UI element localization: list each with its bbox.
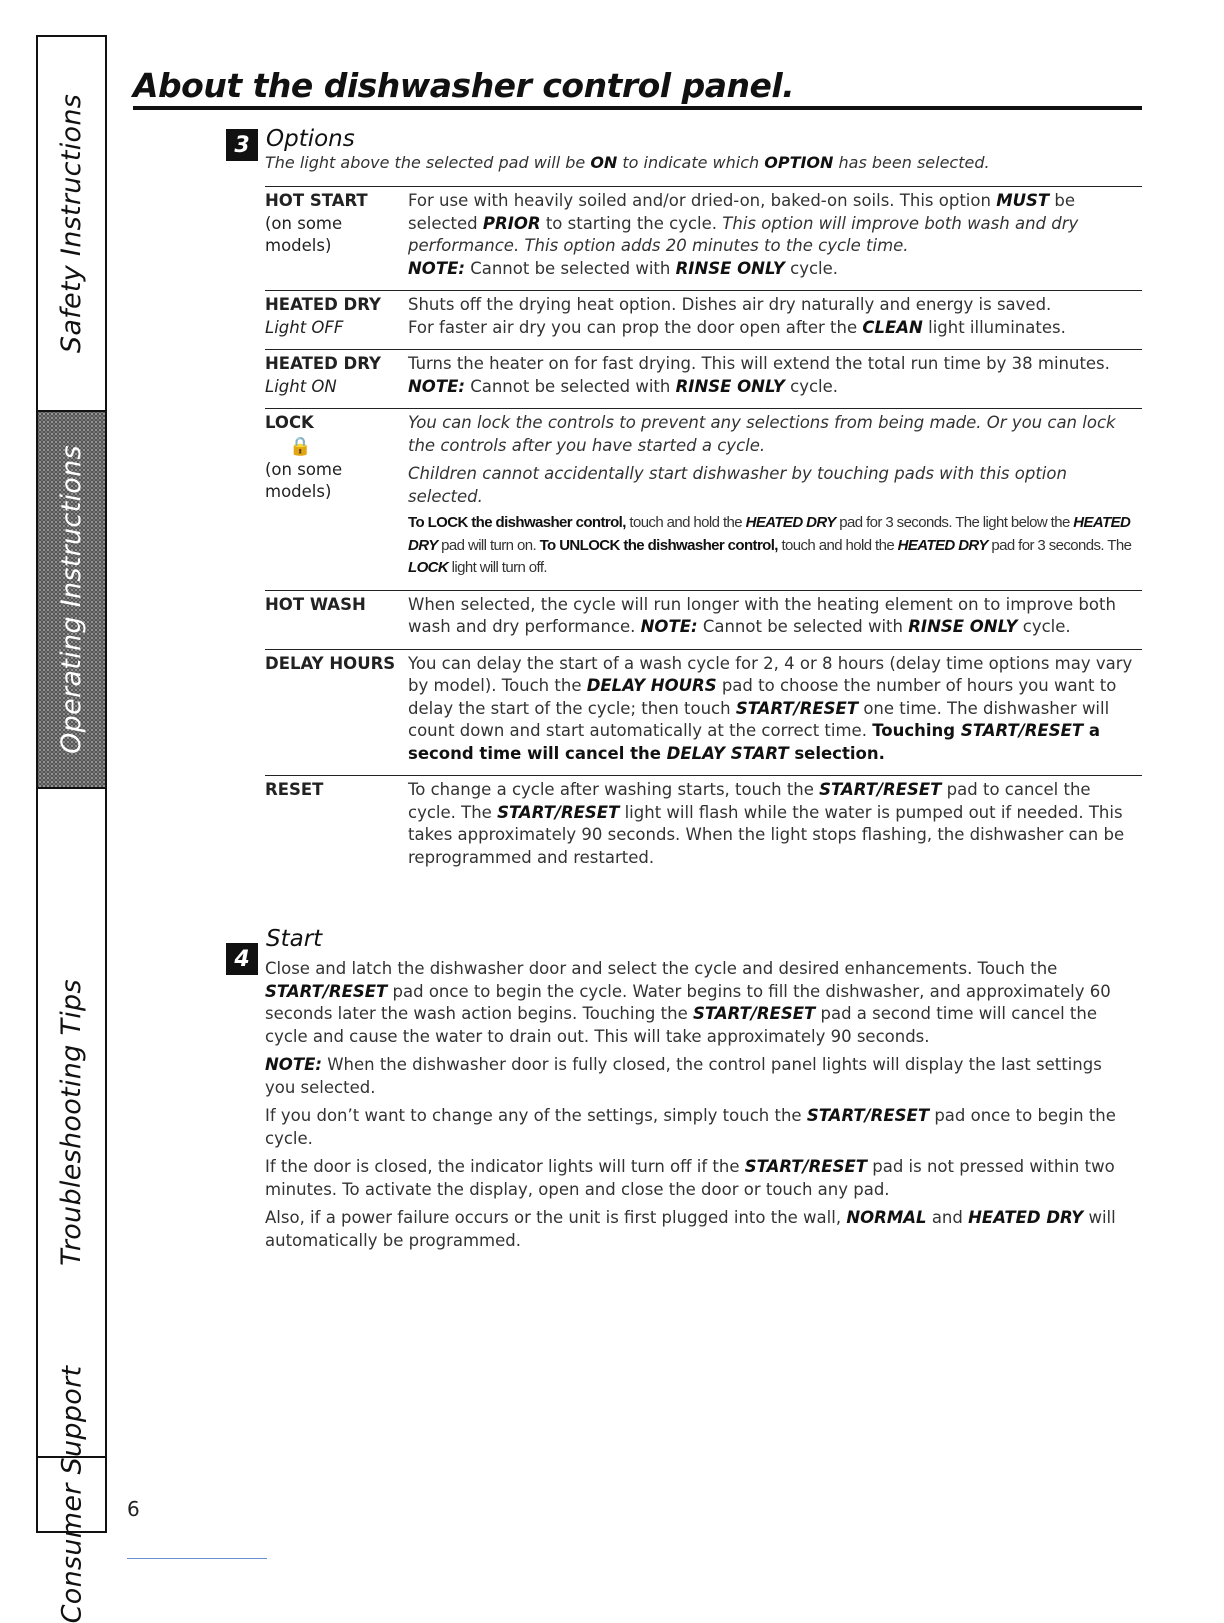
options-table: [265, 186, 1142, 879]
option-term: DELAY HOURS: [265, 653, 396, 673]
option-description: To change a cycle after washing starts, touch the START/RESET pad to cancel the cycle. The START/RESET light will flash while the water is pumped out if needed. This takes approximately 90 seconds. When the light stops flashing, the dishwasher can be reprogrammed and restarted.: [408, 780, 1125, 867]
option-description: You can delay the start of a wash cycle for 2, 4 or 8 hours (delay time options may vary by model). Touch the DELAY HOURS pad to choose the number of hours you want to delay the start of the cycle; then touch START/RESET one time. The dishwasher will count down and start automatically at the correct time. Touching START/RESET a second time will cancel the DELAY START selection.: [408, 653, 1133, 763]
option-row-reset: [265, 775, 1142, 879]
option-row-heated-dry-off: [265, 290, 1142, 349]
option-description: For use with heavily soiled and/or dried-on, baked-on soils. This option MUST be selected PRIOR to starting the cycle. This option will improve both wash and dry performance. This option adds 20 minutes to the cycle time. NOTE: Cannot be selected with RINSE ONLY cycle.: [408, 191, 1079, 278]
options-intro: The light above the selected pad will be ON to indicate which OPTION has been selected.: [265, 153, 990, 172]
section-title-options: Options: [266, 126, 355, 152]
tab-safety-instructions[interactable]: [38, 37, 105, 412]
page-number: 6: [127, 1497, 140, 1521]
option-term: HEATED DRY Light OFF: [265, 295, 381, 337]
section-title-start: Start: [266, 926, 323, 952]
tab-consumer-support[interactable]: [38, 1365, 105, 1623]
title-divider: [133, 106, 1142, 110]
tab-label: Safety Instructions: [56, 93, 88, 354]
tab-troubleshooting-tips[interactable]: [38, 789, 105, 1458]
option-term: RESET: [265, 780, 324, 799]
option-row-lock: [265, 408, 1142, 590]
lock-icon: 🔒: [289, 435, 312, 457]
tab-label: Consumer Support: [56, 1365, 88, 1623]
start-section-body: Close and latch the dishwasher door and select the cycle and desired enhancements. Touch the START/RESET pad once to begin the cycle. Water begins to fill the dishwasher, and approximately 60 seconds later the wash action begins. Touching the START/RESET pad a second time will cancel the cycle and cause the water to drain out. This will take approximately 90 seconds. NOTE: When the dishwasher door is fully closed, the control panel lights will display the last settings you selected. If you don’t want to change any of the settings, simply touch the START/RESET pad once to begin the cycle. If the door is closed, the indicator lights will turn off if the START/RESET pad is not pressed within two minutes. To activate the display, open and close the door or touch any pad. Also, if a power failure occurs or the unit is first plugged into the wall, NORMAL and HEATED DRY will automatically be programmed.: [265, 959, 1116, 1250]
option-term: HOT WASH: [265, 594, 366, 614]
option-row-delay-hours: [265, 649, 1142, 776]
option-row-heated-dry-on: [265, 349, 1142, 408]
footer-divider: [127, 1558, 267, 1559]
option-description: Shuts off the drying heat option. Dishes air dry naturally and energy is saved. For faster air dry you can prop the door open after the CLEAN light illuminates.: [408, 295, 1066, 337]
page-title: About the dishwasher control panel.: [133, 66, 795, 105]
tab-label: Operating Instructions: [56, 445, 87, 754]
option-term: HOT START (on some models): [265, 191, 368, 255]
option-row-hot-wash: [265, 590, 1142, 649]
option-description: Turns the heater on for fast drying. This will extend the total run time by 38 minutes. NOTE: Cannot be selected with RINSE ONLY cycle.: [408, 354, 1110, 396]
tab-label: Troubleshooting Tips: [56, 979, 87, 1266]
option-term: LOCK 🔒 (on some models): [265, 412, 408, 580]
sidebar-tabs: [36, 35, 107, 1623]
section-number-badge: 4: [226, 943, 258, 975]
option-row-hot-start: [265, 186, 1142, 290]
option-description: When selected, the cycle will run longer with the heating element on to improve both wash and dry performance. NOTE: Cannot be selected with RINSE ONLY cycle.: [408, 594, 1116, 636]
tab-operating-instructions[interactable]: [38, 412, 105, 789]
option-term: HEATED DRY Light ON: [265, 354, 381, 396]
option-description: You can lock the controls to prevent any selections from being made. Or you can lock the controls after you have started a cycle. Children cannot accidentally start dishwasher by touching pads with this option selected. To LOCK the dishwasher control, touch and hold the HEATED DRY pad for 3 seconds. The light below the HEATED DRY pad will turn on. To UNLOCK the dishwasher control, touch and hold the HEATED DRY pad for 3 seconds. The LOCK light will turn off.: [408, 413, 1132, 576]
section-number-badge: 3: [226, 129, 258, 161]
